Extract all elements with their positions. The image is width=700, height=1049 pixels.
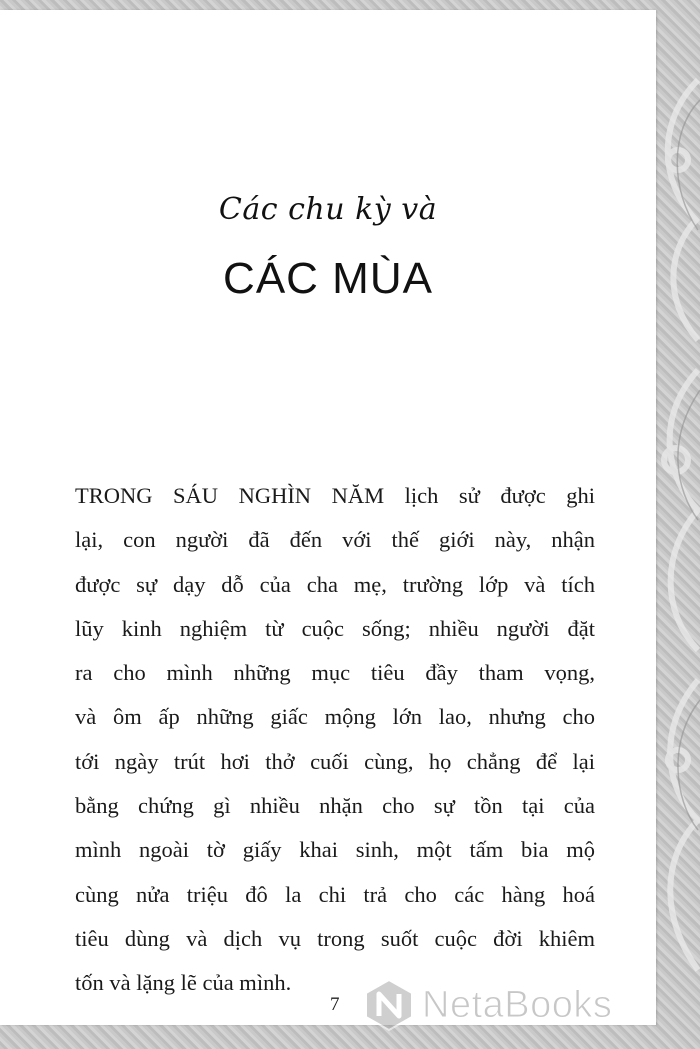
body-paragraph <box>75 474 595 1006</box>
watermark-text: NetaBooks <box>422 983 613 1026</box>
body-line: lũy kinh nghiệm từ cuộc sống; nhiều người đặt <box>75 615 595 641</box>
watermark <box>362 977 662 1033</box>
body-line: bằng chứng gì nhiều nhặn cho sự tồn tại của <box>75 793 595 819</box>
body-line: tiêu dùng và dịch vụ trong suốt cuộc đời khiêm <box>75 925 595 951</box>
body-line: tốn và lặng lẽ của mình. <box>75 970 292 996</box>
body-line: mình ngoài tờ giấy khai sinh, một tấm bia mộ <box>75 837 595 863</box>
body-line: lại, con người đã đến với thế giới này, nhận <box>75 527 595 553</box>
body-line: và ôm ấp những giấc mộng lớn lao, nhưng cho <box>75 704 595 730</box>
page-number: 7 <box>330 994 340 1015</box>
body-line: ra cho mình những mục tiêu đầy tham vọng, <box>75 660 595 686</box>
chapter-title: CÁC MÙA <box>223 254 433 303</box>
body-line: TRONG SÁU NGHÌN NĂM lịch sử được ghi <box>75 483 595 508</box>
body-line: tới ngày trút hơi thở cuối cùng, họ chẳng để lại <box>75 748 595 774</box>
netabooks-logo-icon <box>362 978 416 1032</box>
body-line: được sự dạy dỗ của cha mẹ, trường lớp và tích <box>75 571 595 597</box>
chapter-subtitle: Các chu kỳ và <box>218 192 438 227</box>
body-line: cùng nửa triệu đô la chi trả cho các hàng hoá <box>75 881 595 907</box>
